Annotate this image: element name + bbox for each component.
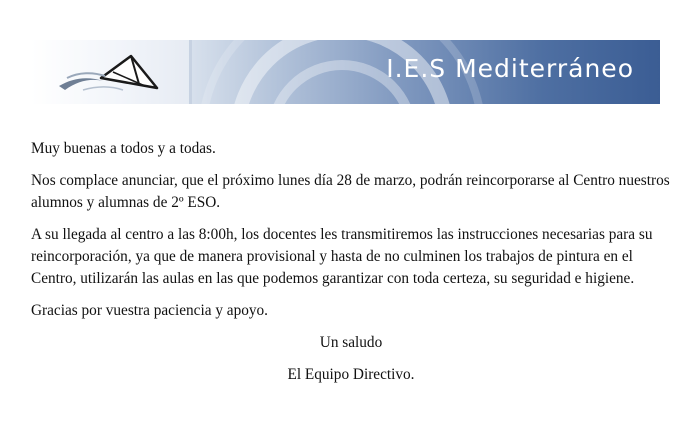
- letter-body: [31, 138, 671, 396]
- instructions-paragraph: A su llegada al centro a las 8:00h, los docentes les transmitiremos las instrucciones necesarias para su reincorporación, ya que de manera provisional y hasta de no culminen los trabajos de pintura en el Centro, utilizarán las aulas en las que podemos garantizar con toda certeza, su seguridad e higiene.: [31, 226, 653, 287]
- closing-line: Un saludo: [319, 334, 383, 351]
- signature-line: El Equipo Directivo.: [287, 366, 415, 383]
- school-name: I.E.S Mediterráneo: [386, 54, 634, 83]
- sail-boat-logo: [53, 48, 173, 98]
- greeting: Muy buenas a todos y a todas.: [31, 140, 216, 157]
- thanks-line: Gracias por vuestra paciencia y apoyo.: [31, 302, 268, 319]
- header-banner: [31, 40, 660, 104]
- banner-logo-area: [31, 40, 191, 104]
- announcement-paragraph: Nos complace anunciar, que el próximo lunes día 28 de marzo, podrán reincorporarse al Centro nuestros alumnos y alumnas de 2º ESO.: [31, 172, 670, 211]
- banner-title-area: [192, 40, 660, 104]
